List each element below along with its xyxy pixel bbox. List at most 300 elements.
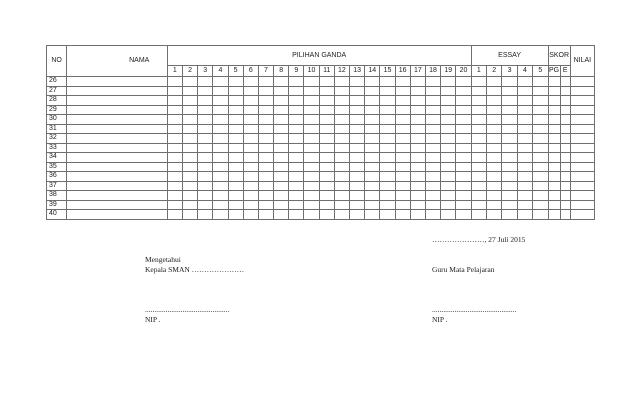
score-cell xyxy=(425,210,440,220)
score-cell xyxy=(365,200,380,210)
score-cell xyxy=(441,181,456,191)
principal-nip: NIP . xyxy=(145,315,161,324)
score-cell xyxy=(365,77,380,87)
score-cell xyxy=(274,77,289,87)
score-cell xyxy=(334,105,349,115)
score-cell xyxy=(533,153,548,163)
score-cell xyxy=(380,115,395,125)
score-cell xyxy=(517,181,532,191)
score-cell xyxy=(486,77,501,87)
teacher-nip: NIP . xyxy=(432,315,448,324)
score-cell xyxy=(533,115,548,125)
score-cell xyxy=(533,210,548,220)
score-cell xyxy=(517,124,532,134)
score-cell xyxy=(365,143,380,153)
score-cell xyxy=(289,153,304,163)
row-number: 36 xyxy=(47,172,67,182)
score-cell xyxy=(274,105,289,115)
table-row xyxy=(47,172,595,182)
score-cell xyxy=(258,191,273,201)
score-cell xyxy=(395,200,410,210)
score-cell xyxy=(441,162,456,172)
score-cell xyxy=(486,96,501,106)
table-row xyxy=(47,115,595,125)
score-cell xyxy=(243,162,258,172)
score-cell xyxy=(471,96,486,106)
score-cell xyxy=(289,134,304,144)
score-cell xyxy=(471,181,486,191)
score-cell xyxy=(182,86,197,96)
score-cell xyxy=(243,172,258,182)
score-cell xyxy=(274,143,289,153)
score-cell xyxy=(304,181,319,191)
pg-number-cell: 3 xyxy=(198,66,213,77)
score-cell xyxy=(243,105,258,115)
score-cell xyxy=(425,105,440,115)
score-cell xyxy=(570,210,594,220)
score-cell xyxy=(365,96,380,106)
score-cell xyxy=(304,134,319,144)
score-cell xyxy=(198,105,213,115)
score-cell xyxy=(425,77,440,87)
score-cell xyxy=(319,96,334,106)
score-cell xyxy=(167,210,182,220)
score-cell xyxy=(213,134,228,144)
score-cell xyxy=(365,134,380,144)
score-cell xyxy=(334,96,349,106)
score-cell xyxy=(319,105,334,115)
score-cell xyxy=(258,115,273,125)
pg-number-cell: 15 xyxy=(380,66,395,77)
score-cell xyxy=(502,105,517,115)
pg-number-cell: 17 xyxy=(410,66,425,77)
score-cell xyxy=(548,86,560,96)
score-cell xyxy=(533,124,548,134)
score-cell xyxy=(502,210,517,220)
score-cell xyxy=(167,143,182,153)
score-cell xyxy=(334,153,349,163)
score-cell xyxy=(502,153,517,163)
score-cell xyxy=(410,134,425,144)
score-cell xyxy=(350,143,365,153)
score-cell xyxy=(533,96,548,106)
score-cell xyxy=(410,105,425,115)
score-cell xyxy=(167,134,182,144)
score-cell xyxy=(548,181,560,191)
score-cell xyxy=(198,134,213,144)
name-cell xyxy=(67,115,168,125)
score-cell xyxy=(441,77,456,87)
score-cell xyxy=(304,143,319,153)
score-cell xyxy=(334,134,349,144)
score-cell xyxy=(560,143,570,153)
score-cell xyxy=(517,143,532,153)
score-cell xyxy=(167,124,182,134)
score-cell xyxy=(213,162,228,172)
table-row xyxy=(47,134,595,144)
score-cell xyxy=(350,77,365,87)
name-cell xyxy=(67,105,168,115)
score-cell xyxy=(486,191,501,201)
score-cell xyxy=(319,153,334,163)
score-cell xyxy=(182,172,197,182)
score-cell xyxy=(213,143,228,153)
score-cell xyxy=(533,143,548,153)
score-cell xyxy=(198,162,213,172)
score-cell xyxy=(456,181,471,191)
score-cell xyxy=(289,143,304,153)
score-cell xyxy=(471,153,486,163)
score-cell xyxy=(380,200,395,210)
score-cell xyxy=(380,105,395,115)
score-cell xyxy=(213,191,228,201)
score-cell xyxy=(548,172,560,182)
score-cell xyxy=(182,134,197,144)
table-row xyxy=(47,77,595,87)
name-cell xyxy=(67,210,168,220)
score-cell xyxy=(380,77,395,87)
score-cell xyxy=(334,124,349,134)
score-cell xyxy=(395,191,410,201)
score-cell xyxy=(380,162,395,172)
score-cell xyxy=(486,105,501,115)
score-cell xyxy=(533,105,548,115)
score-cell xyxy=(350,191,365,201)
score-cell xyxy=(395,153,410,163)
acknowledged-heading: Mengetahui xyxy=(145,255,181,264)
score-cell xyxy=(228,200,243,210)
score-cell xyxy=(213,105,228,115)
score-cell xyxy=(570,191,594,201)
score-cell xyxy=(533,200,548,210)
score-cell xyxy=(533,172,548,182)
score-cell xyxy=(243,134,258,144)
score-cell xyxy=(560,77,570,87)
row-number: 34 xyxy=(47,153,67,163)
score-cell xyxy=(350,105,365,115)
score-cell xyxy=(228,115,243,125)
score-cell xyxy=(365,162,380,172)
score-cell xyxy=(274,96,289,106)
score-cell xyxy=(517,134,532,144)
score-cell xyxy=(560,181,570,191)
header-pilihan-ganda: PILIHAN GANDA xyxy=(167,46,471,66)
name-cell xyxy=(67,153,168,163)
score-cell xyxy=(380,191,395,201)
name-cell xyxy=(67,162,168,172)
score-cell xyxy=(560,105,570,115)
table-row xyxy=(47,96,595,106)
score-cell xyxy=(198,96,213,106)
table-row xyxy=(47,181,595,191)
score-cell xyxy=(502,124,517,134)
essay-number-cell: 2 xyxy=(486,66,501,77)
score-cell xyxy=(410,181,425,191)
table-row xyxy=(47,105,595,115)
score-cell xyxy=(319,115,334,125)
score-cell xyxy=(471,124,486,134)
score-cell xyxy=(350,115,365,125)
pg-number-cell: 16 xyxy=(395,66,410,77)
score-cell xyxy=(395,162,410,172)
score-cell xyxy=(365,124,380,134)
name-cell xyxy=(67,181,168,191)
score-cell xyxy=(456,77,471,87)
score-cell xyxy=(350,124,365,134)
score-cell xyxy=(517,96,532,106)
score-cell xyxy=(304,77,319,87)
principal-title: Kepala SMAN ………………… xyxy=(145,265,245,274)
score-cell xyxy=(167,86,182,96)
score-cell xyxy=(304,172,319,182)
score-cell xyxy=(365,191,380,201)
score-cell xyxy=(274,162,289,172)
score-cell xyxy=(319,200,334,210)
score-cell xyxy=(517,115,532,125)
header-row-main xyxy=(47,46,595,66)
row-number: 27 xyxy=(47,86,67,96)
score-cell xyxy=(167,77,182,87)
score-cell xyxy=(425,124,440,134)
score-cell xyxy=(274,86,289,96)
score-cell xyxy=(304,200,319,210)
score-cell xyxy=(517,200,532,210)
score-cell xyxy=(471,162,486,172)
name-cell xyxy=(67,96,168,106)
score-cell xyxy=(198,191,213,201)
score-cell xyxy=(228,86,243,96)
score-cell xyxy=(334,162,349,172)
score-cell xyxy=(243,124,258,134)
score-cell xyxy=(548,162,560,172)
pg-number-cell: 4 xyxy=(213,66,228,77)
row-number: 33 xyxy=(47,143,67,153)
score-cell xyxy=(350,172,365,182)
pg-number-cell: 9 xyxy=(289,66,304,77)
table-row xyxy=(47,86,595,96)
score-cell xyxy=(560,153,570,163)
score-cell xyxy=(258,200,273,210)
essay-number-cell: 1 xyxy=(471,66,486,77)
score-cell xyxy=(570,96,594,106)
name-cell xyxy=(67,86,168,96)
score-cell xyxy=(502,134,517,144)
score-cell xyxy=(198,115,213,125)
score-cell xyxy=(289,115,304,125)
score-cell xyxy=(486,86,501,96)
score-cell xyxy=(441,191,456,201)
score-cell xyxy=(258,77,273,87)
score-cell xyxy=(456,96,471,106)
row-number: 31 xyxy=(47,124,67,134)
score-cell xyxy=(410,200,425,210)
score-cell xyxy=(486,153,501,163)
name-cell xyxy=(67,191,168,201)
score-cell xyxy=(570,77,594,87)
score-cell xyxy=(456,105,471,115)
score-cell xyxy=(258,134,273,144)
row-number: 29 xyxy=(47,105,67,115)
score-cell xyxy=(548,134,560,144)
score-cell xyxy=(441,105,456,115)
score-cell xyxy=(517,210,532,220)
score-cell xyxy=(274,115,289,125)
score-cell xyxy=(548,191,560,201)
score-cell xyxy=(410,124,425,134)
score-cell xyxy=(213,153,228,163)
score-cell xyxy=(334,115,349,125)
score-cell xyxy=(228,143,243,153)
table-row xyxy=(47,143,595,153)
score-cell xyxy=(502,181,517,191)
score-cell xyxy=(560,172,570,182)
score-cell xyxy=(517,162,532,172)
score-cell xyxy=(517,172,532,182)
score-cell xyxy=(517,191,532,201)
score-cell xyxy=(395,77,410,87)
score-cell xyxy=(471,77,486,87)
score-cell xyxy=(471,115,486,125)
score-cell xyxy=(319,86,334,96)
score-cell xyxy=(258,143,273,153)
score-cell xyxy=(182,96,197,106)
pg-number-cell: 2 xyxy=(182,66,197,77)
row-number: 26 xyxy=(47,77,67,87)
score-cell xyxy=(441,115,456,125)
score-cell xyxy=(228,96,243,106)
score-cell xyxy=(334,200,349,210)
row-number: 40 xyxy=(47,210,67,220)
score-cell xyxy=(380,210,395,220)
header-skor: SKOR xyxy=(548,46,570,66)
score-cell xyxy=(228,153,243,163)
score-cell xyxy=(410,172,425,182)
score-cell xyxy=(456,153,471,163)
score-cell xyxy=(456,124,471,134)
score-cell xyxy=(456,115,471,125)
score-cell xyxy=(570,124,594,134)
score-cell xyxy=(425,96,440,106)
score-cell xyxy=(319,210,334,220)
score-cell xyxy=(243,96,258,106)
score-cell xyxy=(395,115,410,125)
score-cell xyxy=(350,210,365,220)
score-cell xyxy=(198,210,213,220)
score-cell xyxy=(274,172,289,182)
grade-table xyxy=(46,45,595,220)
score-cell xyxy=(425,153,440,163)
table-row xyxy=(47,124,595,134)
score-cell xyxy=(213,124,228,134)
score-cell xyxy=(502,172,517,182)
score-cell xyxy=(350,153,365,163)
score-cell xyxy=(319,172,334,182)
row-number: 35 xyxy=(47,162,67,172)
score-cell xyxy=(289,172,304,182)
score-cell xyxy=(319,191,334,201)
score-cell xyxy=(228,77,243,87)
score-cell xyxy=(167,172,182,182)
row-number: 30 xyxy=(47,115,67,125)
score-cell xyxy=(425,200,440,210)
score-cell xyxy=(319,143,334,153)
score-cell xyxy=(319,134,334,144)
score-cell xyxy=(258,86,273,96)
score-cell xyxy=(441,96,456,106)
row-number: 28 xyxy=(47,96,67,106)
score-cell xyxy=(243,181,258,191)
score-cell xyxy=(471,172,486,182)
score-cell xyxy=(350,200,365,210)
score-cell xyxy=(213,77,228,87)
score-cell xyxy=(560,210,570,220)
table-row xyxy=(47,191,595,201)
score-cell xyxy=(548,77,560,87)
score-cell xyxy=(471,191,486,201)
score-cell xyxy=(380,153,395,163)
score-cell xyxy=(304,96,319,106)
score-cell xyxy=(243,115,258,125)
score-cell xyxy=(502,115,517,125)
score-cell xyxy=(182,105,197,115)
score-cell xyxy=(471,86,486,96)
score-cell xyxy=(228,181,243,191)
score-cell xyxy=(425,86,440,96)
score-cell xyxy=(198,124,213,134)
score-cell xyxy=(486,143,501,153)
score-cell xyxy=(228,210,243,220)
score-cell xyxy=(560,191,570,201)
score-cell xyxy=(441,124,456,134)
score-cell xyxy=(441,143,456,153)
score-cell xyxy=(486,115,501,125)
name-cell xyxy=(67,143,168,153)
score-cell xyxy=(258,162,273,172)
score-cell xyxy=(167,105,182,115)
score-cell xyxy=(243,191,258,201)
score-cell xyxy=(334,191,349,201)
score-cell xyxy=(570,162,594,172)
score-cell xyxy=(410,77,425,87)
score-cell xyxy=(274,153,289,163)
score-cell xyxy=(213,181,228,191)
score-cell xyxy=(258,210,273,220)
score-cell xyxy=(365,115,380,125)
score-cell xyxy=(548,210,560,220)
score-cell xyxy=(304,162,319,172)
score-cell xyxy=(167,200,182,210)
score-cell xyxy=(304,124,319,134)
score-cell xyxy=(410,191,425,201)
score-cell xyxy=(410,210,425,220)
score-cell xyxy=(533,134,548,144)
score-cell xyxy=(365,210,380,220)
score-cell xyxy=(517,105,532,115)
score-cell xyxy=(198,181,213,191)
score-cell xyxy=(380,143,395,153)
score-cell xyxy=(258,172,273,182)
score-cell xyxy=(395,143,410,153)
score-cell xyxy=(380,86,395,96)
score-cell xyxy=(198,77,213,87)
score-cell xyxy=(441,86,456,96)
header-essay: ESSAY xyxy=(471,46,548,66)
score-cell xyxy=(533,191,548,201)
name-cell xyxy=(67,172,168,182)
score-cell xyxy=(182,143,197,153)
pg-number-cell: 13 xyxy=(350,66,365,77)
score-cell xyxy=(441,153,456,163)
